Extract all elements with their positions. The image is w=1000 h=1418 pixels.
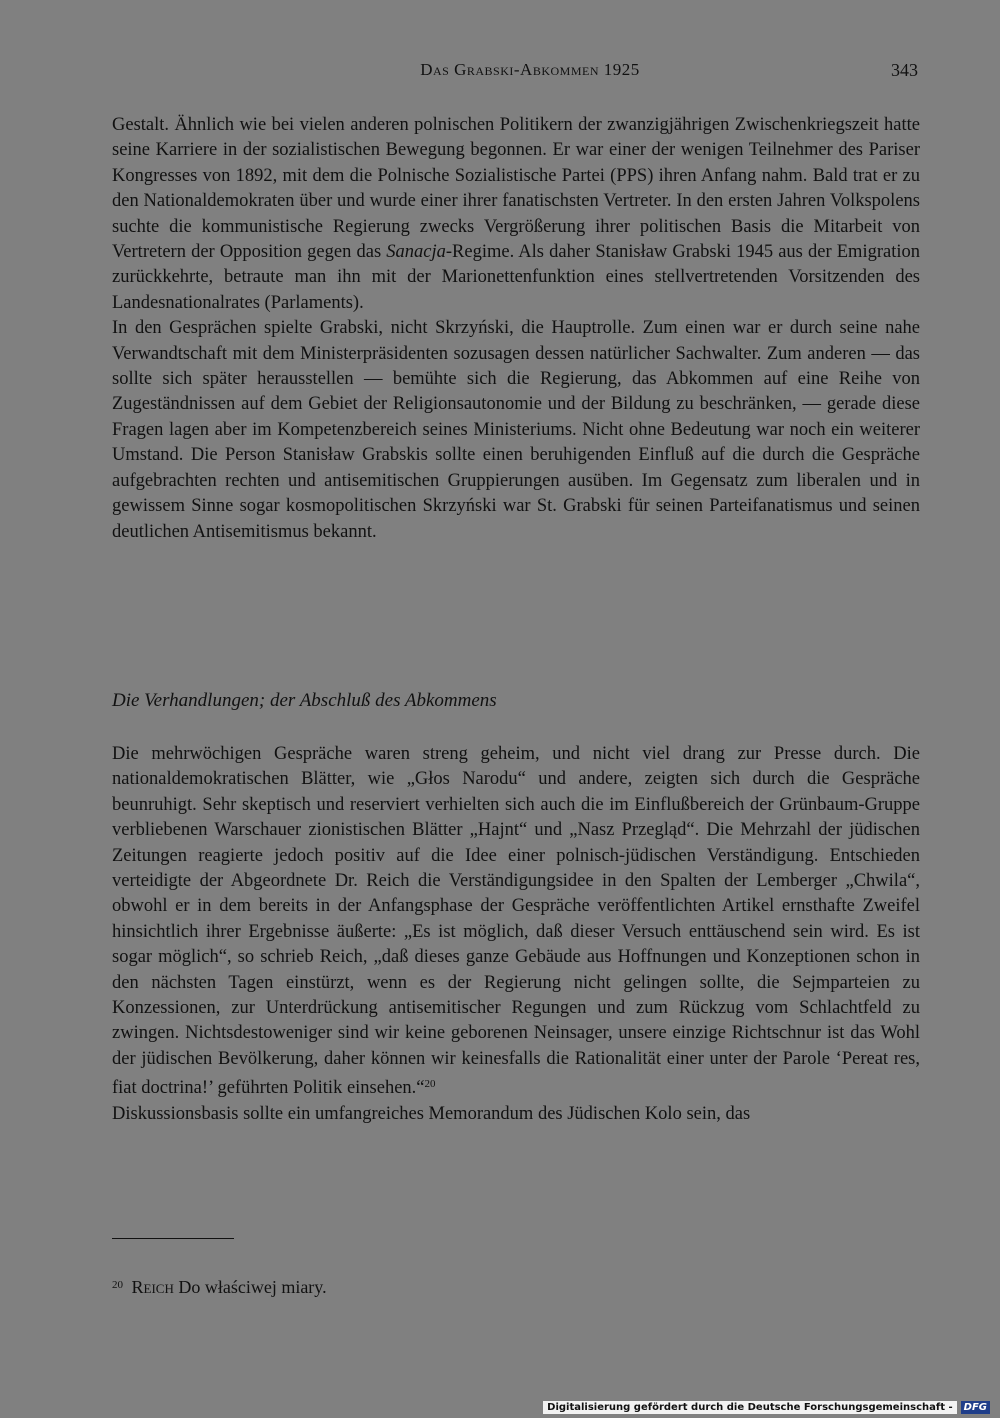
- section-heading: Die Verhandlungen; der Abschluß des Abkommens: [112, 690, 497, 711]
- paragraph: Diskussionsbasis sollte ein umfangreiches Memorandum des Jüdischen Kolo sein, das: [112, 1103, 751, 1124]
- footnote-author: Reich: [131, 1277, 174, 1297]
- footnote-divider: [112, 1238, 234, 1239]
- dfg-logo-icon[interactable]: DFG: [961, 1401, 990, 1414]
- funding-notice-bar: [543, 1401, 990, 1414]
- paragraph: In den Gesprächen spielte Grabski, nicht Skrzyński, die Hauptrolle. Zum einen war er durch seine nahe Verwandtschaft mit dem Ministerpräsidenten sozusagen dessen natürlicher Sachwalter. Zum anderen — das sollte sich später herausstellen — bemühte sich die Regierung, das Abkommen auf eine Reihe von Zugeständnissen auf dem Gebiet der Religionsautonomie und der Bildung zu beschränken, — gerade diese Fragen lagen aber im Kompetenzbereich seines Ministeriums. Nicht ohne Bedeutung war noch ein weiterer Umstand. Die Person Stanisław Grabskis sollte einen beruhigenden Einfluß auf die durch die Gespräche aufgebrachten rechten und antisemitischen Gruppierungen ausüben. Im Gegensatz zum liberalen und in gewissem Sinne sogar kosmopolitischen Skrzyński war St. Grabski für seinen Parteifanatismus und seinen deutlichen Antisemitismus bekannt.: [112, 318, 920, 542]
- running-title: Das Grabski-Abkommen 1925: [420, 60, 640, 79]
- body-text-top: [112, 113, 920, 545]
- footnote-reference: 20: [424, 1078, 436, 1091]
- footnote: [112, 1277, 327, 1298]
- funding-notice: Digitalisierung gefördert durch die Deutsche Forschungsgemeinschaft -: [543, 1401, 957, 1414]
- page-header: [112, 60, 918, 86]
- paragraph-text: -Regime. Als daher Stanisław Grabski 1945 aus der Emigration zurückkehrte, betraute man ihn mit der Marionettenfunktion eines stellvertretenden Vorsitzenden des Landesnationalrates (Parlaments).: [112, 242, 920, 313]
- footnote-number: 20: [112, 1279, 123, 1291]
- paragraph-text: Gestalt. Ähnlich wie bei vielen anderen polnischen Politikern der zwanzigjährigen Zwischenkriegszeit hatte seine Karriere in der sozialistischen Bewegung begonnen. Er war einer der wenigen Teilnehmer des Pariser Kongresses von 1892, mit dem die Polnische Sozialistische Partei (PPS) ihren Anfang nahm. Bald trat er zu den Nationaldemokraten über und wurde einer ihrer fanatischsten Vertreter. In den ersten Jahren Volkspolens suchte die kommunistische Regierung zwecks Vergrößerung ihrer politischen Basis die Mitarbeit von Vertretern der Opposition gegen das: [112, 115, 920, 263]
- italic-term: Sanacja: [386, 242, 446, 263]
- page-number: 343: [891, 60, 918, 80]
- footnote-text: Do właściwej miary.: [178, 1277, 327, 1297]
- paragraph-text: Die mehrwöchigen Gespräche waren streng geheim, und nicht viel drang zur Presse durch. Die nationaldemokratischen Blätter, wie „Głos Narodu“ und andere, zeigten sich durch die Gespräche beunruhigt. Sehr skeptisch und reserviert verhielten sich auch die im Einflußbereich der Grünbaum-Gruppe verbliebenen Warschauer zionistischen Blätter „Hajnt“ und „Nasz Przegląd“. Die Mehrzahl der jüdischen Zeitungen reagierte jedoch positiv auf die Idee einer polnisch-jüdischen Verständigung. Entschieden verteidigte der Abgeordnete Dr. Reich die Verständigungsidee in den Spalten der Lemberger „Chwila“, obwohl er in dem bereits in der Anfangsphase der Gespräche veröffentlichten Artikel ernsthafte Zweifel hinsichtlich ihrer Ergebnisse äußerte: „Es ist möglich, daß dieser Versuch enttäuschend sein wird. Es ist sogar möglich“, so schrieb Reich, „daß dieses ganze Gebäude aus Hoffnungen und Konzeptionen schon in den nächsten Tagen einstürzt, wenn es der Regierung nicht gelingen sollte, die Sejmparteien zu Konzessionen, zur Unterdrückung antisemitischer Regungen und zum Rückzug vom Schlachtfeld zu zwingen. Nichtsdestoweniger sind wir keine geborenen Neinsager, unsere einzige Richtschnur ist das Wohl der jüdischen Bevölkerung, daher können wir keinesfalls die Rationalität einer unter der Parole ‘Pereat res, fiat doctrina!’ geführten Politik einsehen.“: [112, 744, 920, 1099]
- body-text-bottom: [112, 742, 920, 1127]
- paragraph: [112, 113, 920, 316]
- paragraph: [112, 742, 920, 1102]
